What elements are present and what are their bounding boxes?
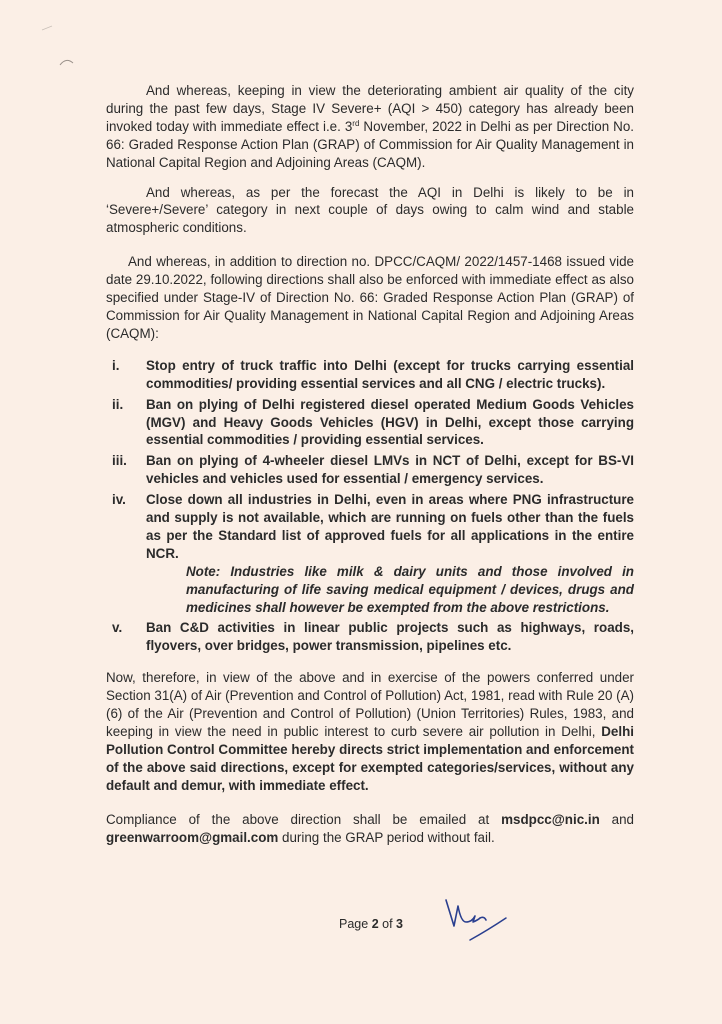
direction-number: iv. <box>112 492 126 508</box>
document-body <box>106 82 634 846</box>
direction-number: iii. <box>112 453 127 469</box>
paragraph-compliance: Compliance of the above direction shall be emailed at msdpcc@nic.in and greenwarroom@gmail.com during the GRAP period without fail. <box>106 811 634 845</box>
direction-item <box>112 619 634 655</box>
direction-item <box>112 491 634 616</box>
direction-item <box>112 396 634 450</box>
email-link-dpcc[interactable]: msdpcc@nic.in <box>501 811 600 827</box>
direction-item <box>112 357 634 393</box>
direction-item <box>112 452 634 488</box>
direction-number: v. <box>112 620 123 636</box>
page-number: Page 2 of 3 <box>339 917 403 931</box>
scan-artifact-mark <box>40 24 56 32</box>
direction-text: Ban on plying of 4-wheeler diesel LMVs in NCT of Delhi, except for BS-VI vehicles and vehicles used for essential / emergency services. <box>146 453 634 487</box>
paragraph-forecast: And whereas, as per the forecast the AQI in Delhi is likely to be in ‘Severe+/Severe’ category in next couple of days owing to calm wind and stable atmospheric conditions. <box>106 184 634 236</box>
paragraph-stage-iv: And whereas, keeping in view the deteriorating ambient air quality of the city during the past few days, Stage IV Severe+ (AQI > 450) category has already been invoked today with immediate effect i.e. 3rd November, 2022 in Delhi as per Direction No. 66: Graded Response Action Plan (GRAP) of Commission for Air Quality Management in National Capital Region and Adjoining Areas (CAQM). <box>106 83 634 170</box>
signature-initials <box>444 896 508 944</box>
punch-hole-mark <box>58 56 76 68</box>
exemption-note: Note: Industries like milk & dairy units and those involved in manufacturing of life saving medical equipment / devices, drugs and medicines shall however be exempted from the above restrictions. <box>186 563 634 615</box>
email-link-warroom[interactable]: greenwarroom@gmail.com <box>106 829 279 845</box>
direction-text: Ban C&D activities in linear public projects such as highways, roads, flyovers, over bridges, power transmission, pipelines etc. <box>146 620 634 654</box>
page-footer <box>0 917 722 931</box>
direction-number: ii. <box>112 396 124 412</box>
direction-text: Ban on plying of Delhi registered diesel operated Medium Goods Vehicles (MGV) and Heavy Goods Vehicles (HGV) in Delhi, except those carrying essential commodities / providing essential services. <box>146 396 634 448</box>
direction-number: i. <box>112 357 120 373</box>
paragraph-additional-directions: And whereas, in addition to direction no. DPCC/CAQM/ 2022/1457-1468 issued vide date 29.10.2022, following directions shall also be enforced with immediate effect as also specified under Stage-IV of Direction No. 66: Graded Response Action Plan (GRAP) of Commission for Air Quality Management in National Capital Region and Adjoining Areas (CAQM): <box>106 254 634 341</box>
paragraph-order: Now, therefore, in view of the above and in exercise of the powers conferred under Section 31(A) of Air (Prevention and Control of Pollution) Act, 1981, read with Rule 20 (A) (6) of the Air (Prevention and Control of Pollution) (Union Territories) Rules, 1983, and keeping in view the need in public interest to curb severe air pollution in Delhi, Delhi Pollution Control Committee hereby directs strict implementation and enforcement of the above said directions, except for exempted categories/services, without any default and demur, with immediate effect. <box>106 670 634 793</box>
directions-list <box>112 357 634 656</box>
direction-text: Close down all industries in Delhi, even in areas where PNG infrastructure and supply is not available, which are running on fuels other than the fuels as per the Standard list of approved fuels for all applications in the entire NCR. Note: Industries like milk & dairy units and those involved in manufacturing of life saving medical equipment / devices, drugs and medicines shall however be exempted from the above restrictions. <box>146 492 634 615</box>
direction-text: Stop entry of truck traffic into Delhi (except for trucks carrying essential commodities/ providing essential services and all CNG / electric trucks). <box>146 357 634 391</box>
